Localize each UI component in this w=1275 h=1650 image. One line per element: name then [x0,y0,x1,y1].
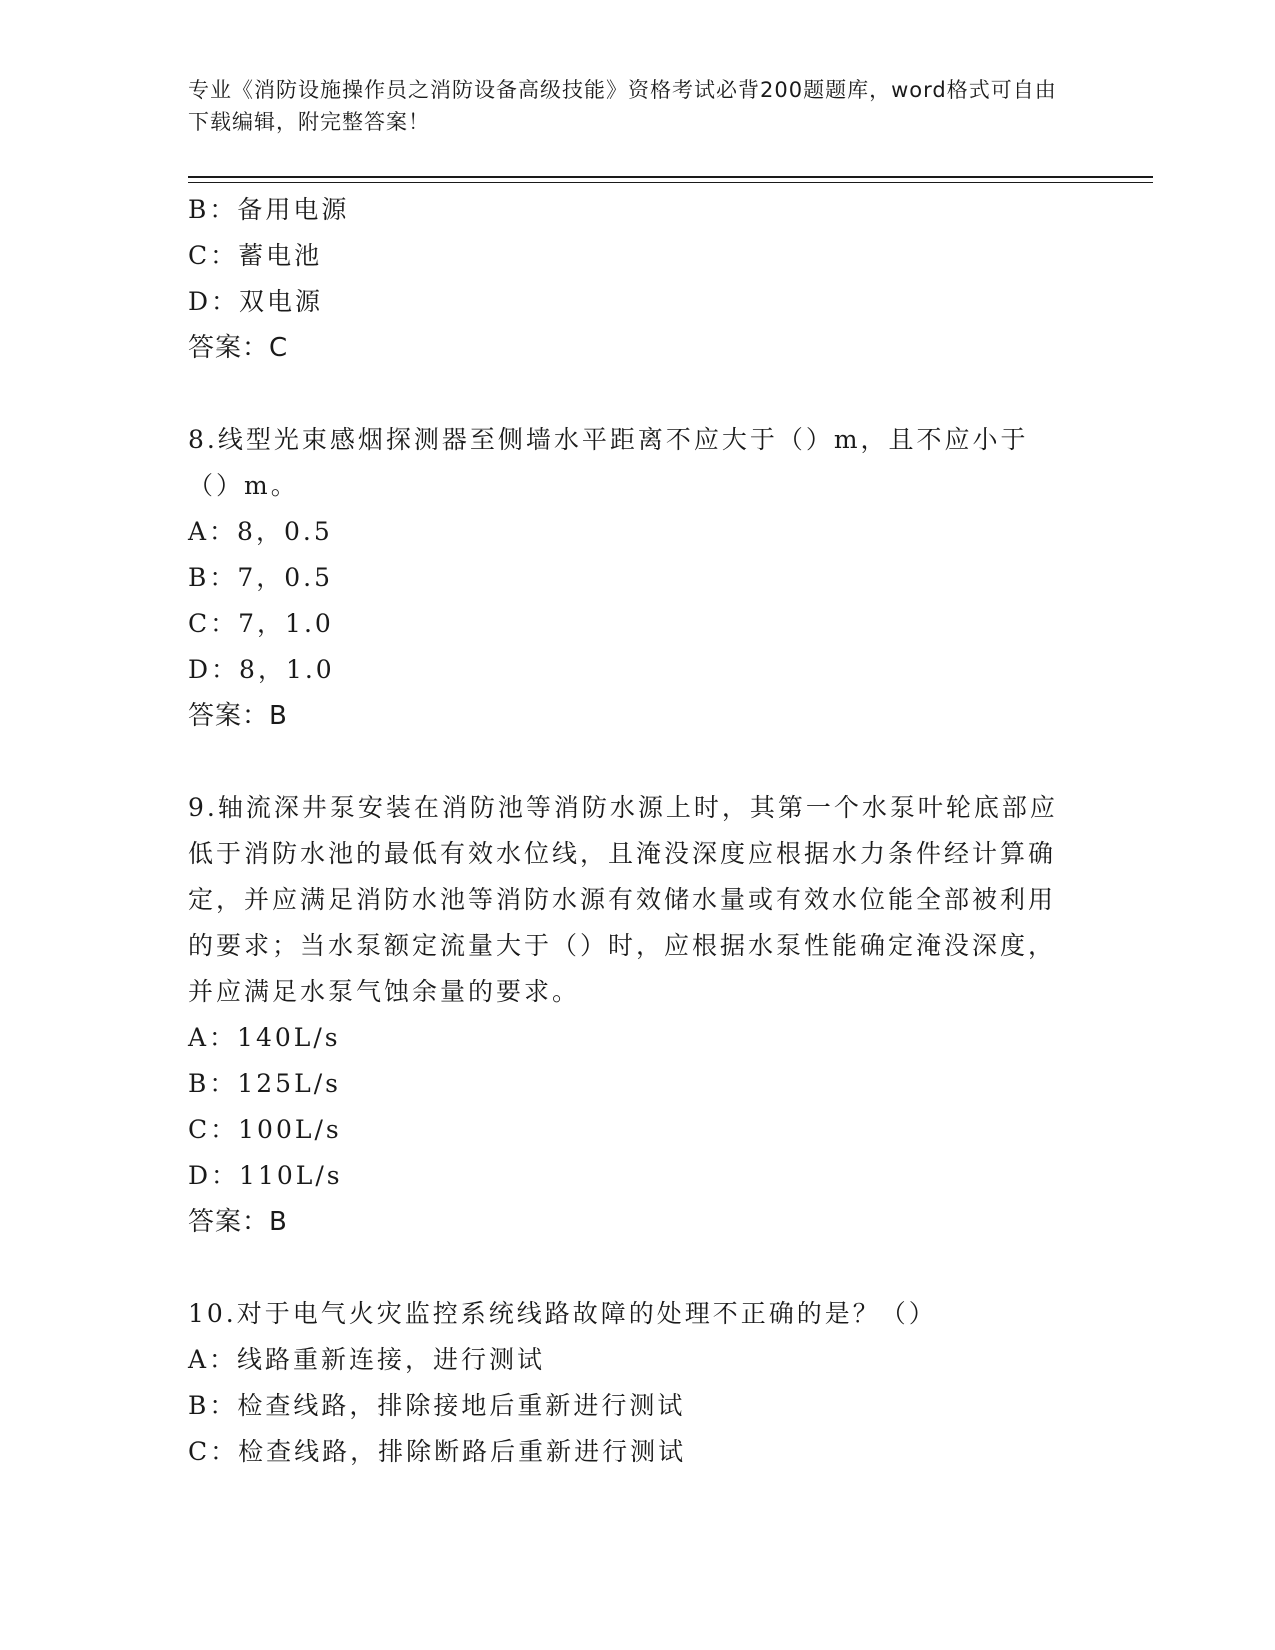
option-c: C：100L/s [188,1115,342,1144]
option-c: C：检查线路，排除断路后重新进行测试 [188,1437,687,1466]
option-d: D：110L/s [188,1161,343,1190]
document-body [188,187,1088,1475]
answer-line: 答案：B [188,1207,288,1237]
answer-line: 答案：C [188,333,289,363]
option-d: D：8，1.0 [188,655,335,684]
option-d: D：双电源 [188,287,324,316]
option-b: B：125L/s [188,1069,341,1098]
option-a: A：8，0.5 [188,517,333,546]
header-rule [188,176,1153,178]
option-b: B：备用电源 [188,195,350,224]
option-a: A：140L/s [188,1023,341,1052]
question-10-text: 10.对于电气火灾监控系统线路故障的处理不正确的是？（） [188,1299,937,1328]
question-9-text: 9.轴流深井泵安装在消防池等消防水源上时，其第一个水泵叶轮底部应低于消防水池的最低有效水位线，且淹没深度应根据水力条件经计算确定，并应满足消防水池等消防水源有效储水量或有效水位能全部被利用的要求；当水泵额定流量大于（）时，应根据水泵性能确定淹没深度，并应满足水泵气蚀余量的要求。 [188,793,1058,1006]
option-c: C：7，1.0 [188,609,334,638]
option-b: B：7，0.5 [188,563,334,592]
option-b: B：检查线路，排除接地后重新进行测试 [188,1391,686,1420]
question-8-text: 8.线型光束感烟探测器至侧墙水平距离不应大于（）m，且不应小于（）m。 [188,425,1029,500]
option-a: A：线路重新连接，进行测试 [188,1345,546,1374]
header-rule-thin [188,182,1153,183]
answer-line: 答案：B [188,701,288,731]
document-header: 专业《消防设施操作员之消防设备高级技能》资格考试必背200题题库，word格式可自由下载编辑，附完整答案！ [188,78,1057,134]
option-c: C：蓄电池 [188,241,323,270]
